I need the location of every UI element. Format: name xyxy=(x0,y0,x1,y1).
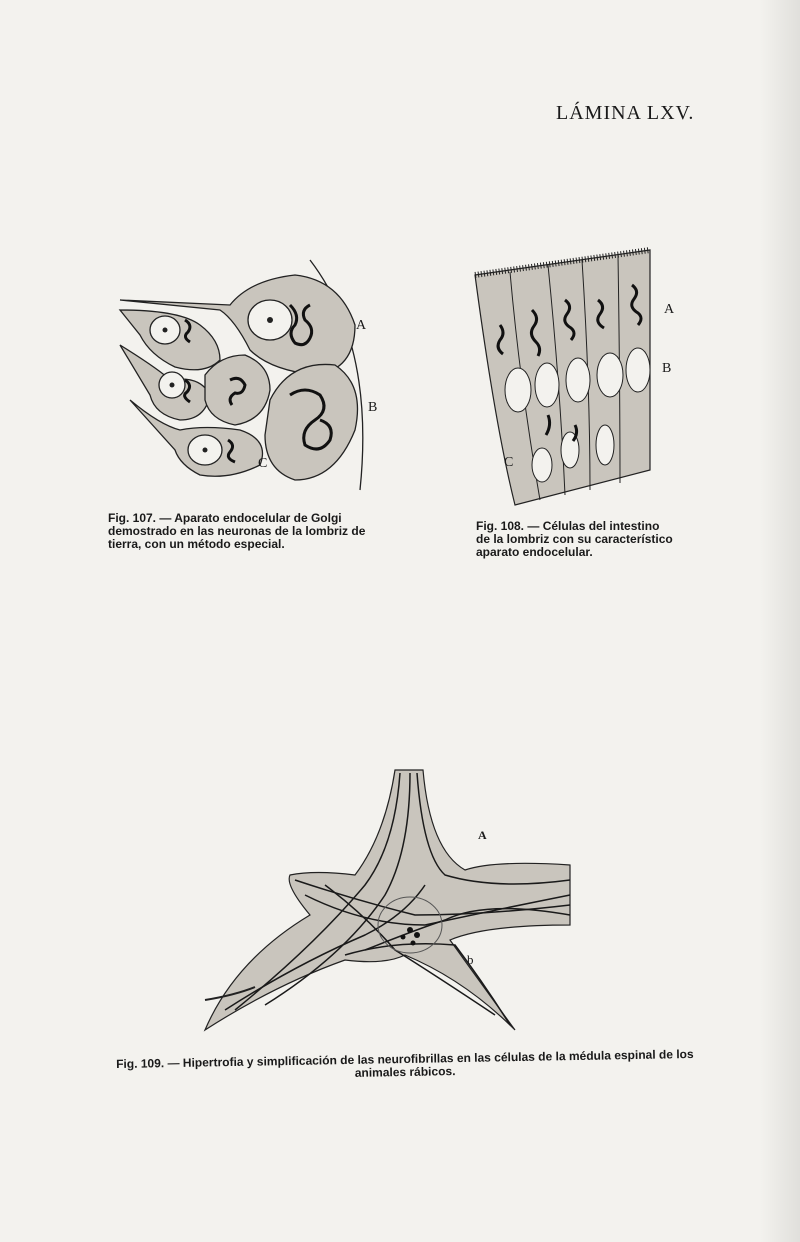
figure-108-number: Fig. 108. xyxy=(476,519,525,533)
fig109-label-b: b xyxy=(467,952,474,967)
fig108-label-b: B xyxy=(662,361,672,376)
figure-107-number: Fig. 107. xyxy=(108,511,157,525)
page-edge-shadow xyxy=(760,0,800,1242)
figure-107-illustration xyxy=(110,255,390,500)
fig108-label-a: A xyxy=(664,302,675,317)
figure-108-caption xyxy=(476,520,676,559)
figure-109-number: Fig. 109. xyxy=(116,1056,165,1072)
figure-109-text: — Hipertrofia y simplificación de las neurofibrillas en las células de la médula espinal de los animales rábicos. xyxy=(167,1046,694,1080)
figure-107-text: — Aparato endocelular de Golgi demostrado en las neuronas de la lombriz de tierra, con un método especial. xyxy=(108,511,366,551)
figure-109-illustration xyxy=(195,765,580,1040)
fig107-label-a: A xyxy=(356,318,367,333)
plate-title: LÁMINA LXV. xyxy=(556,102,695,124)
fig107-label-b: B xyxy=(368,400,378,415)
fig108-label-c: C xyxy=(504,455,514,470)
figure-108-illustration xyxy=(470,245,660,510)
figure-108-text: — Células del intestino de la lombriz con su característico aparato endocelular. xyxy=(476,519,673,559)
figure-109-caption xyxy=(110,1048,700,1084)
fig107-label-c: C xyxy=(258,456,268,471)
figure-107-caption xyxy=(108,512,383,551)
fig109-label-a: A xyxy=(478,828,487,842)
